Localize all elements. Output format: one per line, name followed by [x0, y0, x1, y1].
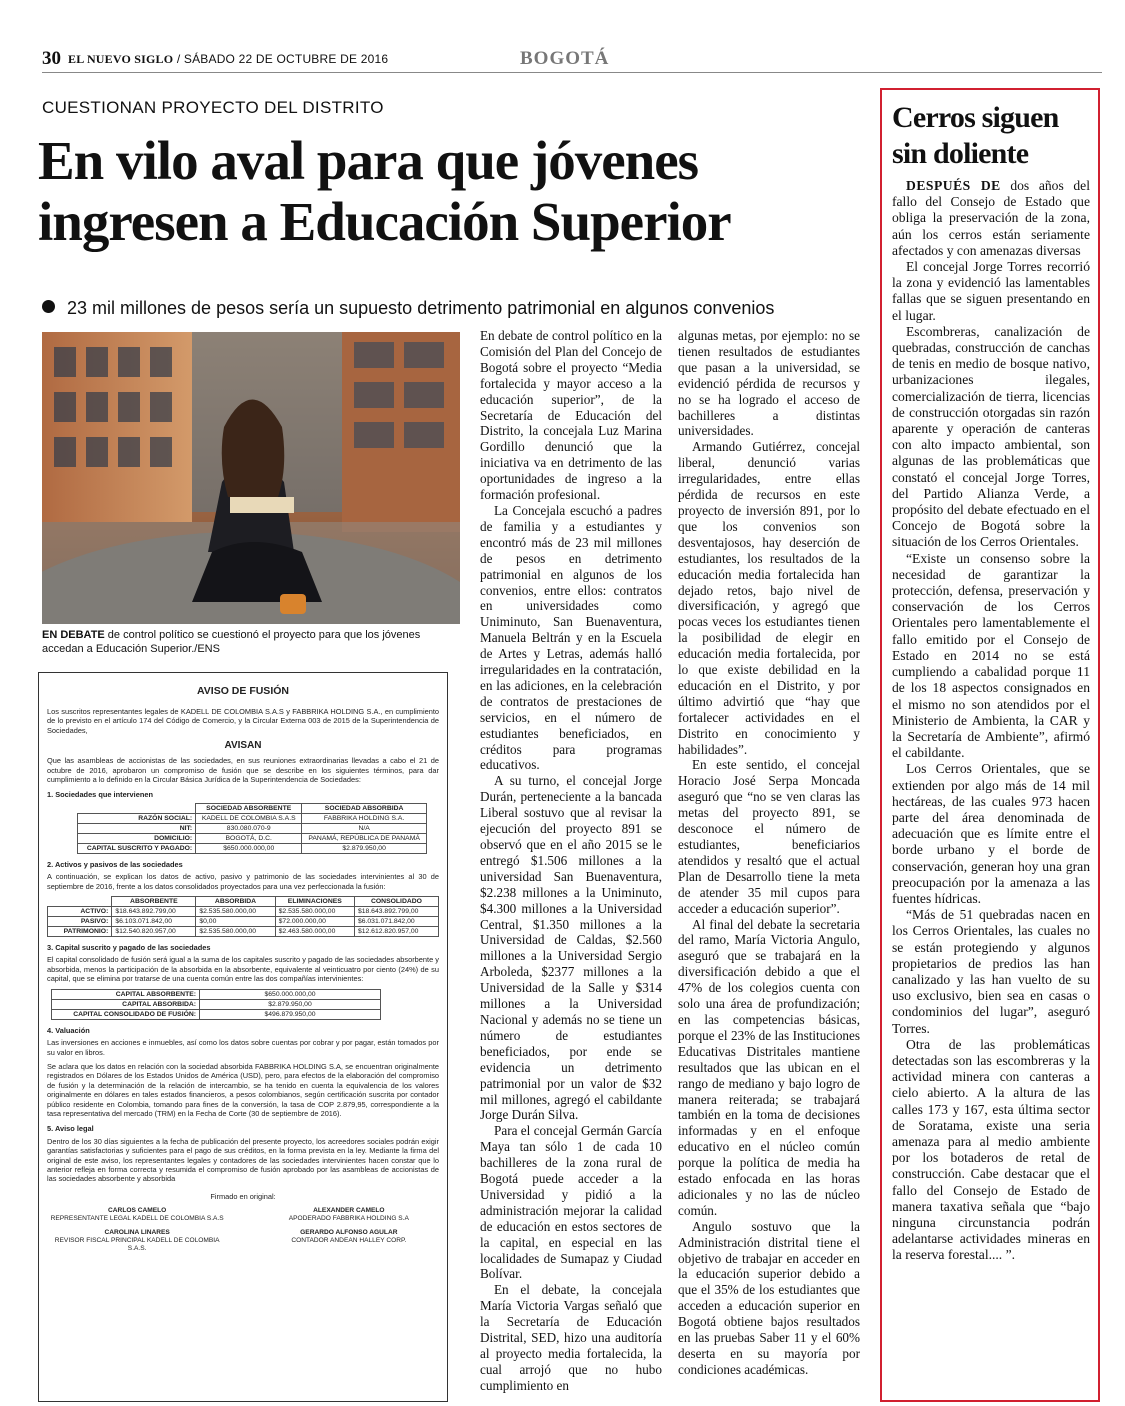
signer-role: APODERADO FABBRIKA HOLDING S.A [288, 1215, 409, 1223]
table-header-cell: ABSORBIDA [196, 897, 275, 907]
table-cell: CAPITAL SUSCRITO Y PAGADO: [78, 843, 196, 853]
table-cell: $2.535.580.000,00 [196, 907, 275, 917]
signer-name: GERARDO ALFONSO AGULAR [300, 1229, 398, 1237]
table-cell: BOGOTÁ, D.C. [196, 833, 302, 843]
signature-row [47, 1207, 439, 1223]
capital-table [51, 989, 381, 1020]
companies-table [77, 803, 427, 854]
sidebar-paragraph: Escombreras, canalización de quebradas, construcción de canchas de tenis en medio de bosque nativo, urbanizaciones ilegales, comercialización de tierra, licencias de construcción otorgadas sin razón aparente y operación de canteras con alto impacto ambiental, son algunas de las problemáticas que constató el concejal Jorge Torres, del Partido Alianza Verde, a propósito del debate efectuado en el Concejo de Bogotá sobre la situación de los Cerros Orientales. [892, 323, 1090, 550]
table-cell: CAPITAL ABSORBENTE: [52, 989, 200, 999]
table-cell: FABBRIKA HOLDING S.A. [302, 813, 427, 823]
caption-text: de control político se cuestionó el proyecto para que los jóvenes accedan a Educación Superior./ENS [42, 629, 421, 655]
caption-lead: EN DEBATE [42, 629, 105, 641]
table-header-row [48, 897, 439, 907]
table-header-cell [78, 803, 196, 813]
publication-line [68, 52, 388, 67]
notice-paragraph: Las inversiones en acciones e inmuebles, así como los datos sobre cuentas por cobrar y por pagar, están tomados por su valor en libros. [47, 1038, 439, 1057]
subdeck-text: 23 mil millones de pesos sería un supuesto detrimento patrimonial en algunos convenios [67, 298, 775, 318]
table-row [48, 927, 439, 937]
table-cell: $2.879.950,00 [200, 999, 381, 1009]
body-paragraph: Armando Gutiérrez, concejal liberal, denunció varias irregularidades, entre ellas pérdida de recursos en este proyecto de inversión 891, por lo que los convenios son desventajosos, hay deserción de estudiantes, los resultados de la educación media fortalecida han dejado retos, bajo nivel de diversificación, y agregó que pocas veces los estudiantes tienen la posibilidad de elegir en educación media fortalecida, por lo que existe debilidad en la educación en el Distrito, y por último advirtió que “hay que fortalecer actividades en el Distrito en conocimiento y habilidades”. [678, 439, 860, 757]
table-row [78, 813, 427, 823]
notice-section-heading: 5. Aviso legal [47, 1124, 94, 1134]
notice-signed: Firmado en original: [210, 1191, 276, 1201]
table-cell: $72.000.000,00 [275, 917, 354, 927]
table-cell: $6.031.071.842,00 [354, 917, 438, 927]
article-photo [42, 332, 460, 624]
notice-paragraph: El capital consolidado de fusión será igual a la suma de los capitales suscrito y pagado de las sociedades absorbente y absorbida, menos la participación de la absorbida en la absorbente, equivalente al veinticuatro por ciento (24%) de su capital, que se elimina por tratarse de una cuenta común entre las dos compañías intervinientes: [47, 955, 439, 984]
notice-section-heading: 3. Capital suscrito y pagado de las sociedades [47, 943, 211, 953]
table-cell: $18.643.892.799,00 [112, 907, 196, 917]
table-cell: $2.879.950,00 [302, 843, 427, 853]
sidebar-paragraph: Otra de las problemáticas detectadas son las escombreras y la actividad minera con canteras a cielo abierto. A la altura de las calles 173 y 167, esta última sector de Soratama, existe una seria amenaza para al medio ambiente por los botaderos de retal de construcción. Cabe destacar que el fallo del Consejo de Estado de manera taxativa señala que “bajo ninguna circunstancia podrán adelantarse actividades mineras en la reserva forestal.... ”. [892, 1036, 1090, 1263]
table-row [52, 1009, 381, 1019]
notice-paragraph: Se aclara que los datos en relación con la sociedad absorbida FABBRIKA HOLDING S.A, se encuentran originalmente registrados en Dólares de los Estados Unidos de América (USD), pero, para efectos de la elaboración del compromiso de fusión y la determinación de la relación de intercambio, se ha tenido en cuenta la equivalencia de los valores originalmente en dólares en tales estados financieros, a pesos colombianos, según certificación suscrita por contador público residente en Colombia, tomando para fines de la conversión, la tasa de COP 2.879,95, correspondiente a la tasa representativa del mercado (TRM) en la Fecha de Corte (30 de septiembre de 2016). [47, 1061, 439, 1118]
sidebar-paragraph: “Existe un consenso sobre la necesidad de garantizar la protección, defensa, preservación y conservación de los Cerros Orientales pero lamentablemente el fallo emitido por el Consejo de Estado en 2014 no se está cumpliendo a cabalidad porque 11 de los 18 aspectos consignados en el mismo no son atendidos por el Ministerio de Ambienta, la CAR y la Secretaría de Ambiente”, afirmó el cabildante. [892, 550, 1090, 761]
table-cell: $12.540.820.957,00 [112, 927, 196, 937]
table-row [78, 833, 427, 843]
body-paragraph: En el debate, la concejala María Victoria Vargas señaló que la Secretaría de Educación Distrital, SED, hizo una auditoría al proyecto media fortalecida, la cual arrojó que no hubo cumplimiento en [480, 1282, 662, 1393]
notice-section-heading: 2. Activos y pasivos de las sociedades [47, 859, 183, 869]
table-row [52, 999, 381, 1009]
notice-section-heading: 1. Sociedades que intervienen [47, 790, 153, 800]
table-cell: RAZÓN SOCIAL: [78, 813, 196, 823]
sidebar-paragraph: “Más de 51 quebradas nacen en los Cerros Orientales, las cuales no se están protegiendo y algunos propietarios de predios las han canalizado y las han vuelto de su uso exclusivo, bien sea en casas o condominios del lugar”, aseguró Torres. [892, 907, 1090, 1036]
merger-notice [38, 672, 448, 1402]
article-subdeck [42, 298, 882, 319]
notice-paragraph: Dentro de los 30 días siguientes a la fecha de publicación del presente proyecto, los acreedores sociales podrán exigir garantías satisfactorias y suficientes para el pago de sus créditos, en la forma prevista en la ley. Mediante la firma del original de este aviso, los representantes legales y contadores de las sociedades intervinientes hacen constar que lo anterior refleja en forma correcta y resumida el compromiso de fusión aprobado por las asambleas de accionistas de las sociedades absorbente y absorbida [47, 1136, 439, 1184]
table-cell: $6.103.071.842,00 [112, 917, 196, 927]
table-cell: KADELL DE COLOMBIA S.A.S [196, 813, 302, 823]
article-kicker: CUESTIONAN PROYECTO DEL DISTRITO [42, 98, 384, 117]
bullet-icon [42, 300, 55, 313]
sidebar-paragraph: El concejal Jorge Torres recorrió la zona y evidenció las lamentables fallas que se siguen presentando en el lugar. [892, 259, 1090, 323]
table-cell: PATRIMONIO: [48, 927, 112, 937]
table-row [78, 823, 427, 833]
sidebar-body [892, 178, 1090, 1264]
signature-block [47, 1207, 227, 1223]
article-headline: En vilo aval para que jóvenes ingresen a Educación Superior [38, 130, 731, 252]
signer-name: CAROLINA LINARES [104, 1229, 170, 1237]
signer-name: ALEXANDER CAMELO [313, 1207, 385, 1215]
body-paragraph: Al final del debate la secretaria del ramo, María Victoria Angulo, aseguró que se trabajará en la diversificación debido a que el 47% de los colegios cuenta con solo una área de profundización; en las competencias básicas, porque el 23% de las Instituciones Educativas Distritales mantiene resultados que las ubican en el rango de mediano y bajo logro de manera reiterada; se trabajará también en la toma de decisiones informadas y en el enfoque educativo en el núcleo común porque la política de media ha estado enfocada en las horas adicionales y no las de núcleo común. [678, 916, 860, 1218]
table-header-cell: ABSORBENTE [112, 897, 196, 907]
signer-role: REPRESENTANTE LEGAL KADELL DE COLOMBIA S.A.S [50, 1215, 224, 1223]
table-cell: $650.000.000,00 [196, 843, 302, 853]
body-paragraph: Para el concejal Germán García Maya tan sólo 1 de cada 10 bachilleres de la zona rural de Bogotá puede acceder a la Universidad y pidió a la administración mejorar la calidad de educación en estos sectores de la capital, en especial en las localidades de Sumapaz y Ciudad Bolívar. [480, 1123, 662, 1282]
sidebar-lead: DESPUÉS DE [906, 178, 1001, 193]
table-cell: 830.080.070-9 [196, 823, 302, 833]
notice-paragraph: Que las asambleas de accionistas de las sociedades, en sus reuniones extraordinarias llevadas a cabo el 21 de octubre de 2016, aprobaron un compromiso de fusión que se describe en los siguientes términos, para dar cumplimiento a lo definido en la Circular Básica Jurídica de la Superintendencia de Sociedades: [47, 756, 439, 785]
table-cell: N/A [302, 823, 427, 833]
table-cell: $2.463.580.000,00 [275, 927, 354, 937]
body-paragraph: En debate de control político en la Comisión del Plan del Concejo de Bogotá sobre el proyecto “Media fortalecida y mayor acceso a la educación superior”, de la Secretaría de Educación del Distrito, la concejala Luz Marina Gordillo denunció que la iniciativa va en detrimento de las oportunidades de ingreso a la formación profesional. [480, 328, 662, 503]
table-row [52, 989, 381, 999]
notice-section-heading: 4. Valuación [47, 1025, 90, 1035]
sidebar-paragraph: Los Cerros Orientales, que se extienden por algo más de 14 mil hectáreas, de las cuales 973 hacen parte del área denominada de adecuación que es límite entre el borde urbano y el borde de conservación, generan hoy una gran preocupación por la amenaza a las fuentes hídricas. [892, 761, 1090, 906]
body-paragraph: La Concejala escuchó a padres de familia y a estudiantes y encontró más de 23 mil millones de pesos en detrimento patrimonial en algunos de los convenios, entre ellos: contratos en universidades como Uniminuto, San Buenaventura, Manuela Beltrán y en la Escuela de Artes y Letras, además halló irregularidades en la contratación, en las adiciones, en la celebración de contratos de prestaciones de servicios, en el número de estudiantes beneficiados, en créditos para programas educativos. [480, 502, 662, 773]
table-cell: $2.535.580.000,00 [275, 907, 354, 917]
signature-block [47, 1229, 227, 1253]
signer-role: REVISOR FISCAL PRINCIPAL KADELL DE COLOMBIA S.A.S. [54, 1237, 220, 1253]
publication-name: EL NUEVO SIGLO [68, 52, 174, 66]
table-header-cell: SOCIEDAD ABSORBIDA [302, 803, 427, 813]
table-cell: ACTIVO: [48, 907, 112, 917]
table-row [48, 917, 439, 927]
table-header-cell: ELIMINACIONES [275, 897, 354, 907]
table-cell: $2.535.580.000,00 [196, 927, 275, 937]
publication-date: / SÁBADO 22 DE OCTUBRE DE 2016 [176, 52, 389, 66]
section-name: BOGOTÁ [520, 48, 610, 69]
photo-caption [42, 628, 462, 656]
table-cell: DOMICILIO: [78, 833, 196, 843]
body-paragraph: En este sentido, el concejal Horacio José Serpa Moncada aseguró que “no se ven claras las metas del proyecto 891, se desconoce el número de estudiantes, beneficiarios atendidos y resaltó que el actual Plan de Desarrollo tiene la meta de atender 35 mil cupos para acceder a educación superior”. [678, 757, 860, 916]
sidebar-paragraph [892, 178, 1090, 259]
signature-block [259, 1207, 439, 1223]
table-header-row [78, 803, 427, 813]
table-cell: $18.643.892.799,00 [354, 907, 438, 917]
notice-intro: Los suscritos representantes legales de KADELL DE COLOMBIA S.A.S y FABBRIKA HOLDING S.A., en cumplimiento de lo previsto en el artículo 174 del Código de Comercio, y la Circular Externa 003 de 2015 de la Superintendencia de Sociedades, [47, 707, 439, 735]
student-reading-photo [42, 332, 460, 624]
table-row [78, 843, 427, 853]
table-cell: $496.879.950,00 [200, 1009, 381, 1019]
notice-title: AVISO DE FUSIÓN [197, 685, 289, 697]
notice-paragraph: A continuación, se explican los datos de activo, pasivo y patrimonio de las sociedades intervinientes al 30 de septiembre de 2016, frente a los datos consolidados proyectados para una vez perfeccionada la fusión: [47, 872, 439, 891]
article-column-2 [678, 328, 860, 1378]
body-paragraph: A su turno, el concejal Jorge Durán, perteneciente a la bancada Liberal sostuvo que al revisar la ejecución del proyecto 891 se observó que en el año 2015 se le entregó $1.506 millones a la universidad San Buenaventura, $2.238 millones a la Uniminuto, $4.300 millones a la Universidad Central, $1.350 millones a la Universidad de Caldas, $2.560 millones a la Universidad Sergio Arboleda, $2377 millones a la Universidad de la Salle y $314 millones a la Universidad Nacional y además no se tiene un número de estudiantes beneficiados, por ende se evidencia un detrimento patrimonial por un valor de $32 mil millones, agregó el cabildante Jorge Durán Silva. [480, 773, 662, 1123]
signer-name: CARLOS CAMELO [108, 1207, 167, 1215]
signer-role: CONTADOR ANDEAN HALLEY CORP. [291, 1237, 407, 1245]
table-cell: $0,00 [196, 917, 275, 927]
signature-block [259, 1229, 439, 1253]
table-cell: CAPITAL ABSORBIDA: [52, 999, 200, 1009]
sidebar-title: Cerros siguen sin doliente [892, 101, 1059, 170]
table-header-cell: CONSOLIDADO [354, 897, 438, 907]
table-row [48, 907, 439, 917]
article-column-1 [480, 328, 662, 1394]
table-cell: PASIVO: [48, 917, 112, 927]
assets-table [47, 896, 439, 937]
table-cell: $12.612.820.957,00 [354, 927, 438, 937]
table-cell: PANAMÁ, REPÚBLICA DE PANAMÁ [302, 833, 427, 843]
signature-row [47, 1229, 439, 1253]
table-header-cell [48, 897, 112, 907]
page-header [42, 48, 1102, 73]
notice-avisan: AVISAN [224, 740, 262, 752]
page-number: 30 [42, 48, 61, 69]
table-cell: $650.000.000,00 [200, 989, 381, 999]
table-header-cell: SOCIEDAD ABSORBENTE [196, 803, 302, 813]
body-paragraph: Angulo sostuvo que la Administración distrital tiene el objetivo de trabajar en acceder en la educación superior debido a que el 35% de los estudiantes que acceden a educación superior en Bogotá obtiene bajos resultados en las pruebas Saber 11 y el 60% deserta en su mayoría por condiciones académicas. [678, 1218, 860, 1377]
sidebar-box [880, 88, 1100, 1402]
table-cell: CAPITAL CONSOLIDADO DE FUSIÓN: [52, 1009, 200, 1019]
body-paragraph: algunas metas, por ejemplo: no se tienen resultados de estudiantes que pasan a la universidad, se evidenció pérdida de recursos y no se ha logrado el acceso de bachilleres a distintas universidades. [678, 328, 860, 439]
sidebar-lead-rest: dos años del fallo del Consejo de Estado que obliga la preservación de la zona, aún los cerros están seriamente afectados y con amenazas diversas [892, 178, 1090, 258]
table-cell: NIT: [78, 823, 196, 833]
